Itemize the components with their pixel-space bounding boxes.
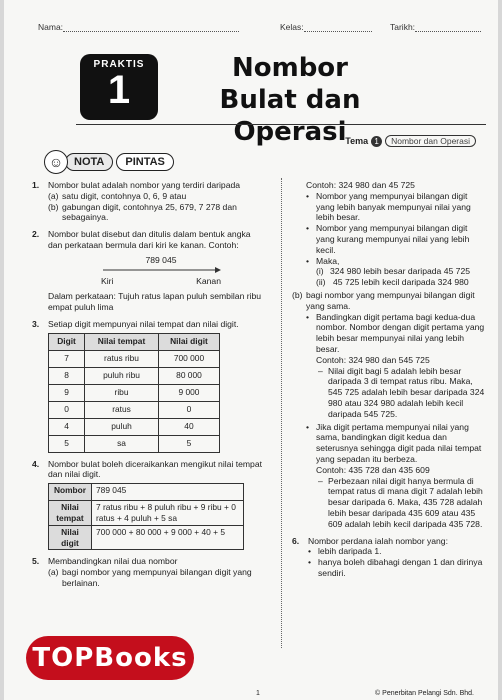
nota-pintas-heading bbox=[44, 150, 174, 174]
sub-text: bagi nombor yang mempunyai bilangan digit yang berlainan. bbox=[62, 567, 252, 588]
sub-text: satu digit, contohnya 0, 6, 9 atau bbox=[62, 190, 187, 201]
title-divider bbox=[76, 124, 486, 125]
example-text: Contoh: 324 980 dan 545 725 bbox=[316, 354, 430, 365]
table-cell: 40 bbox=[158, 418, 219, 435]
sub-label: (i) bbox=[316, 266, 324, 277]
table-row bbox=[49, 501, 244, 526]
table-cell: 0 bbox=[158, 401, 219, 418]
table-cell: 7 ratus ribu + 8 puluh ribu + 9 ribu + 0 ratus + 4 puluh + 5 sa bbox=[92, 501, 244, 526]
bullet-icon: • bbox=[308, 546, 312, 557]
theme-number: 1 bbox=[371, 136, 382, 147]
item-text: Setiap digit mempunyai nilai tempat dan nilai digit. bbox=[48, 318, 239, 329]
table-cell: 4 bbox=[49, 418, 85, 435]
table-header-cell: Nombor bbox=[49, 484, 92, 501]
name-field[interactable] bbox=[38, 22, 239, 32]
table-cell: puluh bbox=[85, 418, 159, 435]
table-row bbox=[49, 384, 220, 401]
item-number: 6. bbox=[292, 535, 300, 546]
table-cell: ribu bbox=[85, 384, 159, 401]
item-text: Nombor perdana ialah nombor yang: bbox=[308, 535, 448, 546]
example-text: Contoh: 435 728 dan 435 609 bbox=[316, 464, 430, 475]
table-row bbox=[49, 435, 220, 452]
publisher-text: © Penerbitan Pelangi Sdn. Bhd. bbox=[375, 690, 474, 697]
table-cell: 9 000 bbox=[158, 384, 219, 401]
table-cell: 9 bbox=[49, 384, 85, 401]
item-number: 4. bbox=[32, 458, 40, 469]
words-example: Dalam perkataan: Tujuh ratus lapan puluh sembilan ribu empat puluh lima bbox=[48, 291, 262, 312]
table-cell: 80 000 bbox=[158, 367, 219, 384]
table-cell: 0 bbox=[49, 401, 85, 418]
dash-text: Perbezaan nilai digit hanya bermula di tempat ratus di mana digit 7 adalah lebih besar daripada 6. Maka, 435 728 adalah lebih besar daripada 435 609 atau 435 609 adalah lebih kecil daripada 435 728. bbox=[328, 475, 483, 529]
dash-text: Nilai digit bagi 5 adalah lebih besar daripada 3 di tempat ratus ribu. Maka, 545 725 adalah lebih besar daripada 324 980 atau 324 980 adalah lebih kecil daripada 545 725. bbox=[328, 365, 485, 419]
theme-tag bbox=[345, 135, 476, 147]
example-text: Contoh: 324 980 dan 45 725 bbox=[306, 180, 415, 190]
sub-text: bagi nombor yang mempunyai bilangan digit yang sama. bbox=[306, 289, 475, 311]
table-cell: ratus ribu bbox=[85, 350, 159, 367]
table-cell: 5 bbox=[49, 435, 85, 452]
bullet-text: Nombor yang mempunyai bilangan digit yang lebih banyak mempunyai nilai yang lebih besar. bbox=[316, 190, 471, 223]
table-row bbox=[49, 367, 220, 384]
item-text: Nombor bulat adalah nombor yang terdiri daripada bbox=[48, 180, 241, 190]
bullet-text: Nombor yang mempunyai bilangan digit yang kurang mempunyai nilai yang lebih kecil. bbox=[316, 223, 470, 255]
face-icon: ☺ bbox=[44, 150, 68, 174]
table-header-cell: Nilai tempat bbox=[49, 501, 92, 526]
item-text: Nombor bulat boleh diceraikankan mengikut nilai tempat dan nilai digit. bbox=[48, 458, 263, 480]
page-title: Nombor Bulat dan Operasi bbox=[219, 53, 361, 147]
table-cell: 7 bbox=[49, 350, 85, 367]
right-label: Kanan bbox=[196, 276, 221, 287]
reading-direction bbox=[86, 255, 236, 287]
sub-label: (b) bbox=[48, 201, 59, 212]
table-row bbox=[49, 418, 220, 435]
name-label: Nama: bbox=[38, 22, 64, 32]
table-cell: 8 bbox=[49, 367, 85, 384]
table-row bbox=[49, 401, 220, 418]
pintas-label: PINTAS bbox=[116, 153, 174, 171]
note-item-2 bbox=[32, 229, 264, 313]
bullet-text: Jika digit pertama mempunyai nilai yang sama, bandingkan digit kedua dan seterusnya sehingga digit pada nilai tempat yang sepadan itu berbeza. bbox=[316, 421, 482, 464]
column-divider bbox=[281, 178, 282, 648]
sub-text: gabungan digit, contohnya 25, 679, 7 278 dan sebagainya. bbox=[62, 201, 237, 223]
table-header-cell: Nilai tempat bbox=[85, 333, 159, 350]
class-label: Kelas: bbox=[280, 22, 304, 32]
table-cell: ratus bbox=[85, 401, 159, 418]
badge-number: 1 bbox=[107, 68, 131, 112]
left-label: Kiri bbox=[101, 276, 114, 287]
nota-label: NOTA bbox=[65, 153, 113, 171]
page-number: 1 bbox=[256, 690, 260, 697]
date-label: Tarikh: bbox=[390, 22, 416, 32]
item-number: 5. bbox=[32, 556, 40, 567]
sub-label: (b) bbox=[292, 289, 303, 300]
note-item-6 bbox=[292, 536, 488, 579]
table-row bbox=[49, 350, 220, 367]
dash-icon: – bbox=[318, 365, 323, 376]
table-row bbox=[49, 525, 244, 550]
date-field[interactable] bbox=[390, 22, 481, 32]
table-header-cell: Digit bbox=[49, 333, 85, 350]
bullet-icon: • bbox=[306, 421, 310, 432]
example-number: 789 045 bbox=[145, 254, 177, 265]
practice-badge bbox=[80, 54, 158, 120]
bullet-icon: • bbox=[306, 190, 310, 201]
sub-label: (ii) bbox=[316, 277, 326, 288]
table-header-cell: Nilai digit bbox=[158, 333, 219, 350]
table-cell: 789 045 bbox=[92, 484, 244, 501]
sub-label: (a) bbox=[48, 567, 59, 578]
item-number: 3. bbox=[32, 318, 40, 329]
sub-text: 45 725 lebih kecil daripada 324 980 bbox=[333, 277, 469, 288]
sub-label: (a) bbox=[48, 190, 59, 201]
table-cell: puluh ribu bbox=[85, 367, 159, 384]
theme-text: Nombor dan Operasi bbox=[385, 135, 476, 147]
dash-icon: – bbox=[318, 475, 323, 486]
table-row bbox=[49, 484, 244, 501]
bullet-icon: • bbox=[306, 223, 310, 234]
badge-label: PRAKTIS bbox=[93, 59, 145, 70]
table-cell: 700 000 + 80 000 + 9 000 + 40 + 5 bbox=[92, 525, 244, 550]
arrow-right-icon bbox=[101, 266, 221, 274]
bullet-text: Bandingkan digit pertama bagi kedua-dua nombor. Nombor dengan digit pertama yang lebih besar mempunyai nilai yang lebih besar. bbox=[316, 311, 485, 354]
bullet-icon: • bbox=[306, 255, 310, 266]
item-text: Membandingkan nilai dua nombor bbox=[48, 556, 178, 567]
table-header-row bbox=[49, 333, 220, 350]
bullet-text: lebih daripada 1. bbox=[318, 546, 382, 557]
sub-text: 324 980 lebih besar daripada 45 725 bbox=[330, 266, 471, 277]
bullet-icon: • bbox=[308, 557, 312, 568]
bullet-icon: • bbox=[306, 311, 310, 322]
table-header-cell: Nilai digit bbox=[49, 525, 92, 550]
item-text: Nombor bulat disebut dan ditulis dalam bentuk angka dan perkataan bermula dari kiri ke kanan. Contoh: bbox=[48, 229, 251, 250]
table-cell: 700 000 bbox=[158, 350, 219, 367]
left-column bbox=[32, 180, 264, 595]
topbooks-logo: TOPBooks bbox=[26, 636, 194, 680]
note-item-1 bbox=[32, 180, 264, 223]
class-field[interactable] bbox=[280, 22, 372, 32]
table-cell: sa bbox=[85, 435, 159, 452]
bullet-text: Maka, bbox=[316, 255, 340, 266]
right-column bbox=[292, 180, 488, 585]
theme-label: Tema bbox=[345, 136, 369, 146]
bullet-text: hanya boleh dibahagi dengan 1 dan dirinya sendiri. bbox=[318, 557, 483, 578]
note-item-5 bbox=[32, 556, 264, 588]
note-item-3 bbox=[32, 319, 264, 453]
worksheet-page bbox=[4, 0, 498, 700]
item-number: 1. bbox=[32, 180, 40, 190]
place-value-table bbox=[48, 333, 220, 453]
expansion-table bbox=[48, 483, 244, 550]
note-item-4 bbox=[32, 459, 264, 551]
item-number: 2. bbox=[32, 229, 40, 240]
table-cell: 5 bbox=[158, 435, 219, 452]
